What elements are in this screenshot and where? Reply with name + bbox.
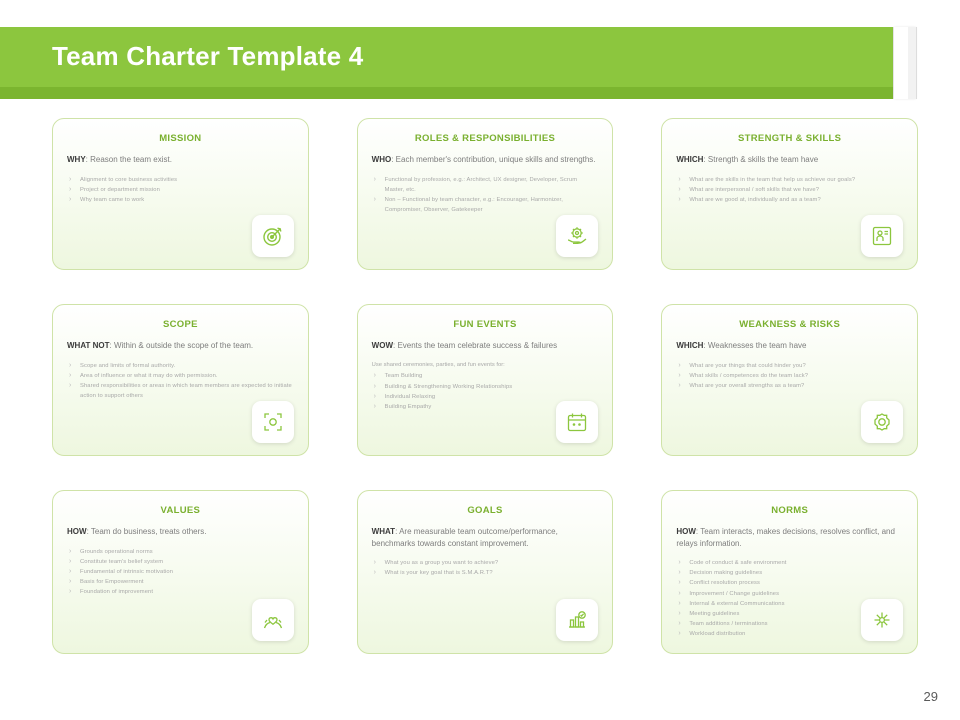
card-lead-label: WHAT NOT	[67, 341, 110, 350]
page-number: 29	[923, 689, 938, 704]
card-grid	[52, 118, 918, 688]
card-scope[interactable]	[52, 304, 309, 456]
list-item: › What skills / competences do the team lack?	[676, 371, 903, 381]
card-row	[52, 490, 918, 654]
list-item: › What are interpersonal / soft skills that we have?	[676, 185, 903, 195]
card-title: FUN EVENTS	[453, 319, 517, 330]
card-title: VALUES	[160, 505, 201, 516]
page-title: Team Charter Template 4	[52, 41, 364, 71]
card-title: NORMS	[771, 505, 809, 516]
crop-frame-icon	[252, 401, 294, 443]
list-item: › Team additions / terminations	[676, 619, 903, 629]
list-item: › Individual Relaxing	[372, 392, 599, 402]
list-item: › Project or department mission	[67, 185, 294, 195]
card-title: GOALS	[467, 505, 503, 516]
list-item: › Scope and limits of formal authority.	[67, 361, 294, 371]
card-lead-text: : Team interacts, makes decisions, resolves conflict, and relays information.	[676, 527, 895, 548]
card-lead	[372, 526, 599, 549]
list-item: › Improvement / Change guidelines	[676, 589, 903, 599]
card-lead-label: HOW	[676, 527, 696, 536]
card-lead-text: : Team do business, treats others.	[86, 527, 207, 536]
card-values[interactable]	[52, 490, 309, 654]
card-lead	[372, 340, 599, 352]
card-lead-label: HOW	[67, 527, 87, 536]
card-bullets	[676, 175, 903, 205]
card-lead	[67, 340, 294, 352]
card-row	[52, 118, 918, 270]
card-bullets	[372, 175, 599, 216]
list-item: › What you as a group you want to achieve?	[372, 558, 599, 568]
list-item: › Code of conduct & safe environment	[676, 558, 903, 568]
card-mission[interactable]	[52, 118, 309, 270]
list-item: › What are the skills in the team that help us achieve our goals?	[676, 175, 903, 185]
card-lead	[67, 526, 294, 538]
card-lead-text: : Events the team celebrate success & failures	[393, 341, 558, 350]
card-fun-events[interactable]	[357, 304, 614, 456]
card-goals[interactable]	[357, 490, 614, 654]
calendar-icon	[556, 401, 598, 443]
card-lead-label: WHICH	[676, 341, 704, 350]
hands-heart-icon	[252, 599, 294, 641]
list-item: › Grounds operational norms	[67, 547, 294, 557]
card-title: STRENGTH & SKILLS	[738, 133, 842, 144]
card-bullets	[67, 547, 294, 598]
card-lead-label: WHAT	[371, 527, 396, 536]
list-item: › What are your things that could hinder you?	[676, 361, 903, 371]
list-item: › Non – Functional by team character, e.g.: Encourager, Harmonizer, Compromiser, Observer, Gatekeeper	[372, 195, 599, 215]
card-bullets	[67, 175, 294, 205]
card-lead-text: : Strength & skills the team have	[703, 155, 819, 164]
card-lead-text: : Within & outside the scope of the team.	[109, 341, 254, 350]
list-item: › Foundation of improvement	[67, 587, 294, 597]
list-item: › Decision making guidelines	[676, 568, 903, 578]
list-item: › Constitute team's belief system	[67, 557, 294, 567]
list-item: › Building & Strengthening Working Relationships	[372, 382, 599, 392]
card-lead-label: WOW	[371, 341, 393, 350]
card-lead-text: : Are measurable team outcome/performance, benchmarks towards constant improvement.	[371, 527, 558, 548]
card-roles-responsibilities[interactable]	[357, 118, 614, 270]
list-item: › Shared responsibilities or areas in which team members are expected to initiate action to support others	[67, 381, 294, 401]
card-lead	[67, 154, 294, 166]
gear-hand-icon	[556, 215, 598, 257]
card-weakness-risks[interactable]	[661, 304, 918, 456]
title-banner	[0, 27, 925, 99]
card-lead-label: WHO	[371, 155, 392, 164]
list-item: › Conflict resolution process	[676, 578, 903, 588]
card-lead-text: : Weaknesses the team have	[703, 341, 807, 350]
list-item: › Team Building	[372, 371, 599, 381]
card-lead	[676, 526, 903, 549]
card-strength-skills[interactable]	[661, 118, 918, 270]
network-node-icon	[861, 599, 903, 641]
banner-fold-edge	[908, 27, 917, 99]
list-item: › Area of influence or what it may do with permission.	[67, 371, 294, 381]
card-row	[52, 304, 918, 456]
list-item: › Internal & external Communications	[676, 599, 903, 609]
list-item: › Building Empathy	[372, 402, 599, 412]
card-bullets	[676, 361, 903, 391]
target-icon	[252, 215, 294, 257]
list-item: › What is your key goal that is S.M.A.R.T?	[372, 568, 599, 578]
card-title: SCOPE	[162, 319, 198, 330]
card-lead-label: WHICH	[676, 155, 704, 164]
card-norms[interactable]	[661, 490, 918, 654]
card-note: Use shared ceremonies, parties, and fun events for:	[371, 361, 505, 368]
card-title: MISSION	[159, 133, 202, 144]
card-title: ROLES & RESPONSIBILITIES	[414, 133, 556, 144]
list-item: › Why team came to work	[67, 195, 294, 205]
growth-chart-icon	[556, 599, 598, 641]
list-item: › Workload distribution	[676, 629, 903, 639]
card-title: WEAKNESS & RISKS	[739, 319, 841, 330]
list-item: › Fundamental of intrinsic motivation	[67, 567, 294, 577]
list-item: › Alignment to core business activities	[67, 175, 294, 185]
person-board-icon	[861, 215, 903, 257]
list-item: › Meeting guidelines	[676, 609, 903, 619]
list-item: › Basis for Empowerment	[67, 577, 294, 587]
cog-settings-icon	[861, 401, 903, 443]
card-lead	[676, 154, 903, 166]
card-bullets	[372, 558, 599, 578]
list-item: › Functional by profession, e.g.: Architect, UX designer, Developer, Scrum Master, etc.	[372, 175, 599, 195]
card-lead-label: WHY	[67, 155, 86, 164]
list-item: › What are your overall strengths as a team?	[676, 381, 903, 391]
card-lead-text: : Each member's contribution, unique skills and strengths.	[391, 155, 596, 164]
card-lead-text: : Reason the team exist.	[85, 155, 172, 164]
card-bullets	[67, 361, 294, 402]
card-lead	[372, 154, 599, 166]
card-lead	[676, 340, 903, 352]
list-item: › What are we good at, individually and as a team?	[676, 195, 903, 205]
banner-shadow	[0, 87, 893, 99]
